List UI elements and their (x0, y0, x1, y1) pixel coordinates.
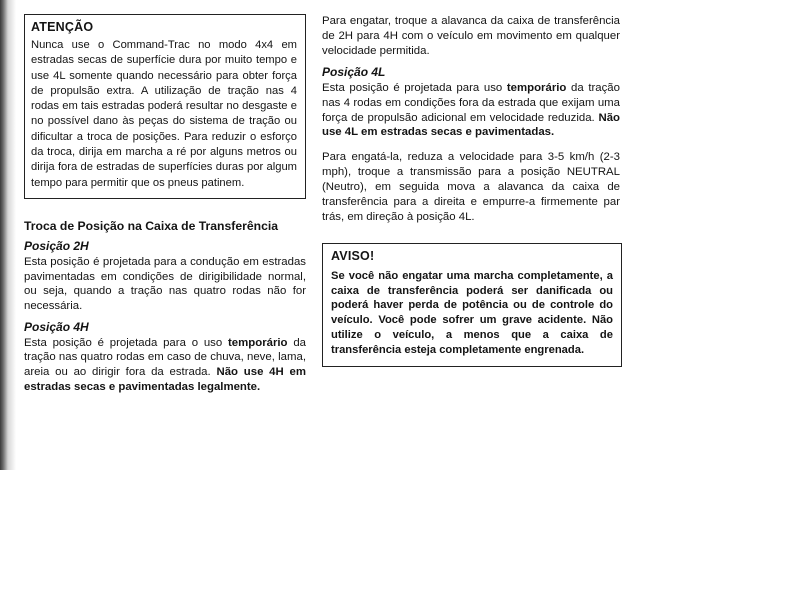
attention-text: Nunca use o Command-Trac no modo 4x4 em estradas secas de superfície dura por muito tempo e use 4L somente quando necessário para obter força de propulsão extra. A utilização de tração nas 4 rodas em tais estradas poderá resultar no desgaste e no possível dano às peças do sistema de tração ou dificultar a troca de posições. Para reduzir o esforço da troca, dirija em marcha a ré por alguns metros ou dirija fora de estradas de superfícies duras por algum tempo para permitir que os pneus patinem. (31, 39, 297, 189)
right-column (322, 14, 620, 367)
page-binding-edge (0, 0, 20, 470)
position-4l-text (322, 81, 620, 141)
paragraph-gap (322, 140, 620, 150)
position-2h-title: Posição 2H (24, 238, 89, 253)
warning-box (322, 243, 622, 367)
position-4h-text (24, 336, 306, 395)
position-4h-title: Posição 4H (24, 319, 89, 334)
position-4h-bold-b: Não use 4H em estradas secas e pavimentadas legalmente. (24, 366, 306, 393)
warning-title: AVISO! (331, 248, 375, 263)
position-4l-bold-b: Não use 4L em estradas secas e pavimentadas. (322, 111, 620, 139)
section-title: Troca de Posição na Caixa de Transferência (24, 218, 279, 233)
attention-box (24, 14, 306, 199)
engage-4h-text: Para engatar, troque a alavanca da caixa de transferência de 2H para 4H com o veículo em movimento em qualquer velocidade permitida. (322, 15, 620, 57)
position-2h-text: Esta posição é projetada para a condução em estradas pavimentadas em condições de dirigibilidade normal, ou seja, quando a tração nas quatro rodas não for necessária. (24, 255, 306, 313)
warning-text: Se você não engatar uma marcha completamente, a caixa de transferência poderá ser danificada ou poderá haver perda de potência ou de controle do veículo. Você pode sofrer um grave acidente. Não utilize o veículo, a menos que a caixa de transferência esteja completamente engrenada. (331, 269, 613, 356)
left-column (24, 14, 306, 395)
attention-title: ATENÇÃO (31, 20, 94, 34)
position-4h-bold-a: temporário (228, 336, 288, 349)
position-4h-text-a: Esta posição é projetada para o uso (24, 336, 229, 349)
position-4l-title: Posição 4L (322, 64, 386, 79)
engage-4l-text: Para engatá-la, reduza a velocidade para 3-5 km/h (2-3 mph), troque a transmissão para a posição NEUTRAL (Neutro), em seguida mova a alavanca da caixa de transferência para a direita e empurre-a firmemente par trás, em direção à posição 4L. (322, 151, 620, 223)
position-4l-text-a: Esta posição é projetada para uso (322, 81, 507, 94)
position-4l-bold-a: temporário (506, 81, 567, 94)
position-4l-text-b: da tração nas 4 rodas em condições fora da estrada que exijam uma força de propulsão adicional em velocidade reduzida. (322, 81, 620, 124)
position-4h-text-b: da tração nas quatro rodas em caso de chuva, neve, lama, areia ou ao dirigir fora da estrada. (24, 336, 306, 379)
